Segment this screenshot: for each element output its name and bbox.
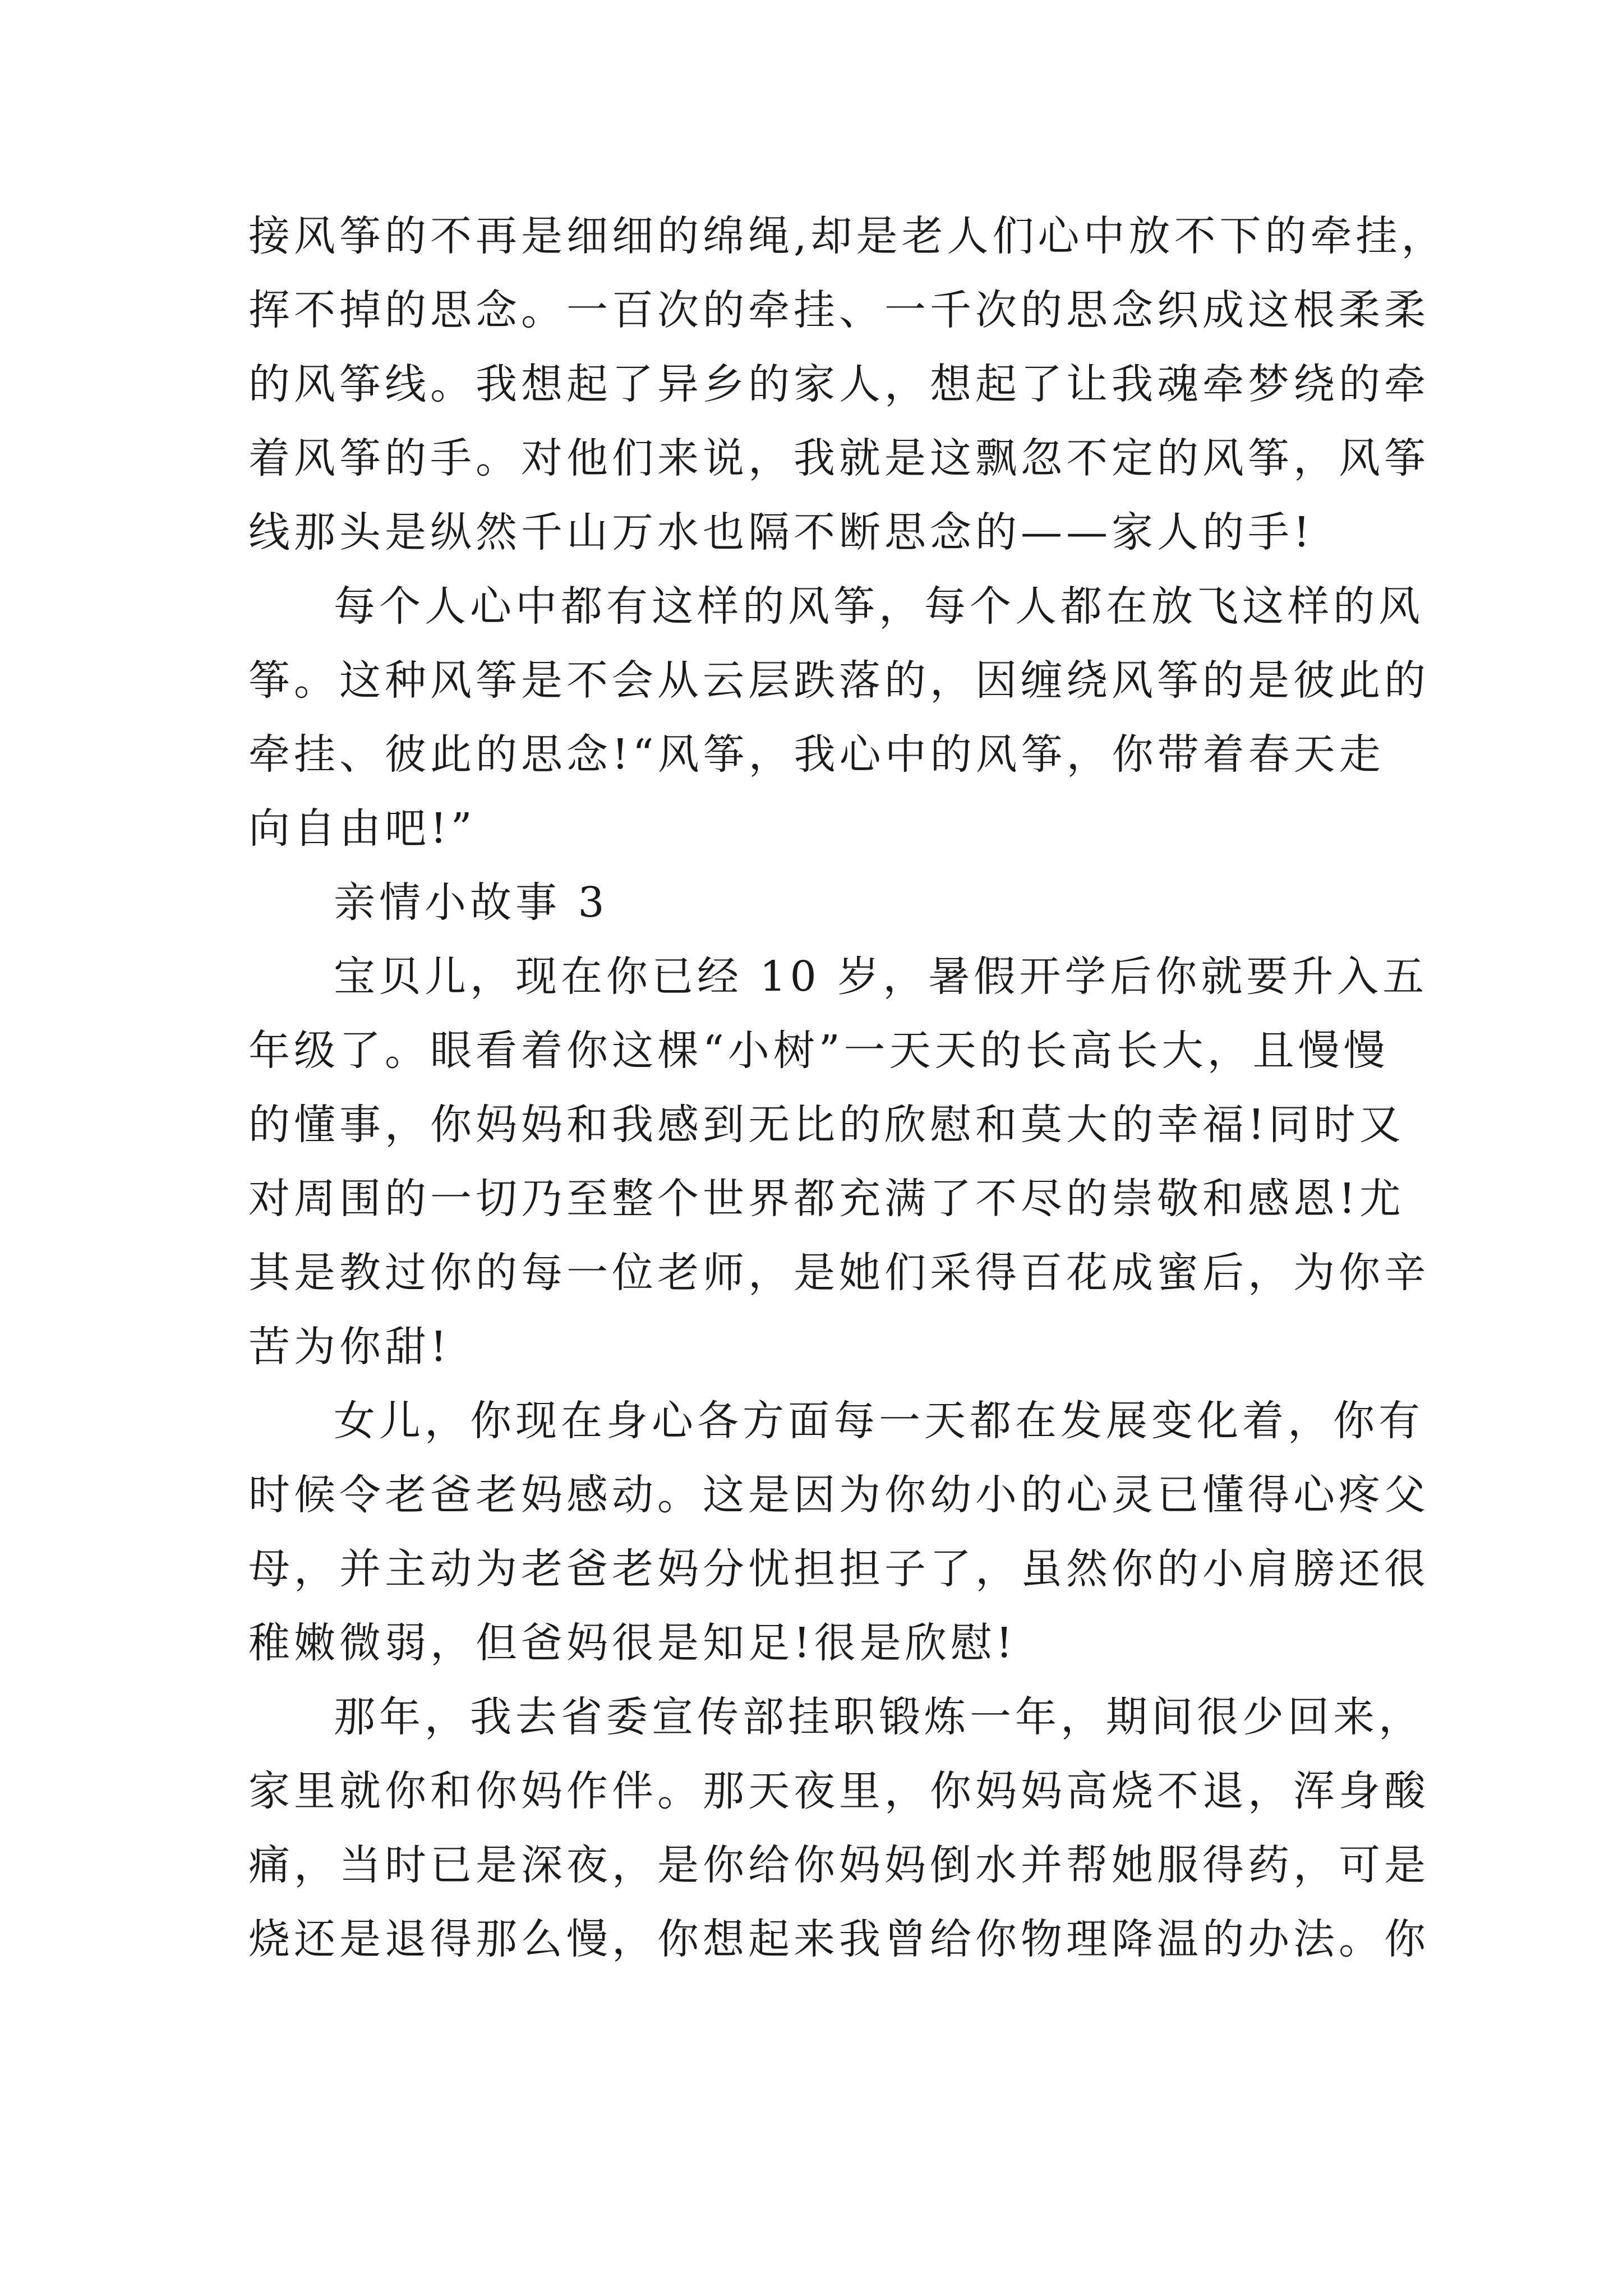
text-line: 向自由吧!”: [248, 804, 476, 853]
paragraph-start-line: 宝贝儿，现在你已经 10 岁，暑假开学后你就要升入五: [334, 953, 1428, 1001]
text-line: 挥不掉的思念。一百次的牵挂、一千次的思念织成这根柔柔: [248, 286, 1430, 334]
text-line: 稚嫩微弱，但爸妈很是知足!很是欣慰!: [248, 1619, 1017, 1667]
text-line: 年级了。眼看着你这棵“小树”一天天的长高长大，且慢慢: [248, 1027, 1389, 1075]
paragraph-start-line: 每个人心中都有这样的风筝，每个人都在放飞这样的风: [334, 582, 1424, 631]
body-text: [248, 199, 1447, 1976]
text-line: 其是教过你的每一位老师，是她们采得百花成蜜后，为你辛: [248, 1249, 1430, 1297]
text-line: 接风筝的不再是细细的绵绳,却是老人们心中放不下的牵挂，: [248, 212, 1447, 260]
text-line: 苦为你甜!: [248, 1323, 451, 1371]
text-line: 筝。这种风筝是不会从云层跌落的，因缠绕风筝的是彼此的: [248, 656, 1430, 705]
text-line: 的懂事，你妈妈和我感到无比的欣慰和莫大的幸福!同时又: [248, 1101, 1405, 1149]
text-line: 烧还是退得那么慢，你想起来我曾给你物理降温的办法。你: [248, 1915, 1430, 1963]
text-line: 的风筝线。我想起了异乡的家人，想起了让我魂牵梦绕的牵: [248, 360, 1430, 408]
text-line: 痛，当时已是深夜，是你给你妈妈倒水并帮她服得药，可是: [248, 1841, 1430, 1889]
text-line: 着风筝的手。对他们来说，我就是这飘忽不定的风筝，风筝: [248, 434, 1430, 482]
text-line: 牵挂、彼此的思念!“风筝，我心中的风筝，你带着春天走: [248, 730, 1385, 779]
text-line: 家里就你和你妈作伴。那天夜里，你妈妈高烧不退，浑身酸: [248, 1767, 1430, 1815]
text-line: 线那头是纵然千山万水也隔不断思念的——家人的手!: [248, 508, 1314, 556]
text-line: 对周围的一切乃至整个世界都充满了不尽的崇敬和感恩!尤: [248, 1175, 1405, 1223]
text-line: 时候令老爸老妈感动。这是因为你幼小的心灵已懂得心疼父: [248, 1471, 1430, 1519]
text-line: 母，并主动为老爸老妈分忧担担子了，虽然你的小肩膀还很: [248, 1545, 1430, 1593]
paragraph-start-line: 那年，我去省委宣传部挂职锻炼一年，期间很少回来，: [334, 1693, 1424, 1741]
paragraph-start-line: 女儿，你现在身心各方面每一天都在发展变化着，你有: [334, 1397, 1424, 1445]
section-heading: 亲情小故事 3: [334, 878, 608, 927]
